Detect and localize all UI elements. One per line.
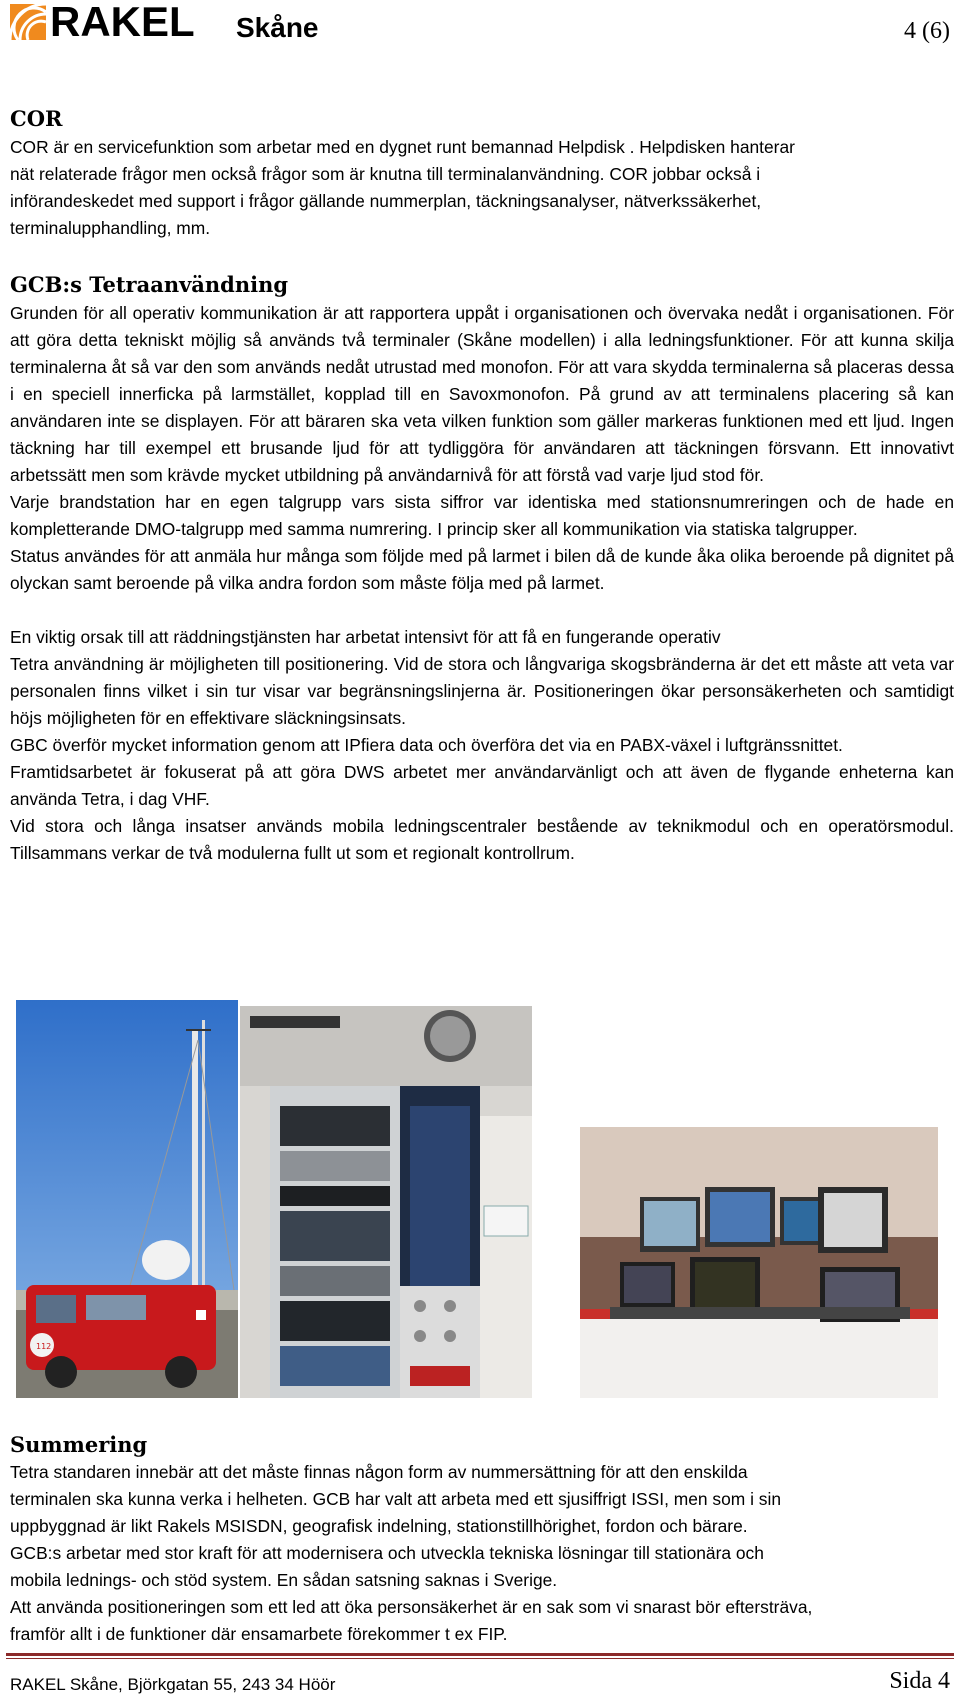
- gcb-paragraph-5: GBC överför mycket information genom att IPfiera data och överföra det via en PABX-växel i luftgränssnittet.: [10, 735, 843, 755]
- gcb-paragraph-3: Status användes för att anmäla hur många som följde med på larmet i bilen då de kunde åka olika beroende på dignitet på olyckan samt beroende på vilka andra fordon som måste följa med på larmet.: [10, 546, 954, 593]
- gcb-paragraph-1: Grunden för all operativ kommunikation är att rapportera uppåt i organisationen och övervaka nedåt i organisationen. För att göra detta tekniskt möjlig så används två terminaler (Skåne modellen) i alla ledningsfunktioner. För att kunna skilja terminalerna åt så var den som används nedåt utrustad med monofon. För att vara skydda terminalerna så placeras dessa i en speciell innerficka på larmstället, kopplad till en Savoxmonofon. På grund av att terminalens placering så kan användaren inte se displayen. För att bäraren ska veta vilken funktion som gäller markeras funktionen med ett ljud. Ingen täckning har till exempel ett brusande ljud för att tydliggöra för användaren att täckningen försvann. Ett innovativt arbetssätt men som krävde mycket utbildning på användarnivå för att förstå vad varje ljud stod för.: [10, 303, 954, 485]
- cor-line: nät relaterade frågor men också frågor som är knutna till terminalanvändning. COR jobbar också i: [10, 164, 761, 184]
- summering-line: uppbyggnad är likt Rakels MSISDN, geografisk indelning, stationstillhörighet, fordon och bärare.: [10, 1516, 748, 1536]
- summering-heading: Summering: [10, 1432, 148, 1457]
- photo-equipment-rack: [240, 1006, 532, 1398]
- gcb-heading: GCB:s Tetraanvändning: [10, 272, 289, 297]
- summering-line: Tetra standaren innebär att det måste finnas någon form av nummersättning för att den enskilda: [10, 1462, 748, 1482]
- cor-paragraph: [10, 134, 954, 242]
- summering-line: terminalen ska kunna verka i helheten. GCB har valt att arbeta med ett sjusiffrigt ISSI, men som i sin: [10, 1489, 782, 1509]
- summering-line: framför allt i de funktioner där ensamarbete förekommer t ex FIP.: [10, 1624, 508, 1644]
- summering-line: GCB:s arbetar med stor kraft för att modernisera och utveckla tekniska lösningar till stationära och: [10, 1543, 764, 1563]
- truck-plate: 112: [36, 1342, 52, 1351]
- photo-operator-desks: [580, 1127, 938, 1398]
- logo-text: RAKEL: [50, 0, 195, 45]
- gcb-paragraph-6: Framtidsarbetet är fokuserat på att göra DWS arbetet mer användarvänligt och att även de flygande enheterna kan använda Tetra, i dag VHF.: [10, 762, 954, 809]
- page-indicator: 4 (6): [904, 18, 950, 44]
- summering-paragraph: [10, 1459, 954, 1648]
- footer-page-label: Sida 4: [889, 1668, 950, 1694]
- cor-heading: COR: [10, 106, 63, 131]
- cor-line: införandeskedet med support i frågor gällande nummerplan, täckningsanalyser, nätverkssäkerhet,: [10, 191, 762, 211]
- summering-line: Att använda positioneringen som ett led att öka personsäkerhet är en sak som vi snarast bör eftersträva,: [10, 1597, 813, 1617]
- gcb-paragraph-2: Varje brandstation har en egen talgrupp vars sista siffror var identiska med stationsnumreringen och de hade en kompletterande DMO-talgrupp med samma numrering. I princip sker all kommunikation via statiska talgrupper.: [10, 492, 954, 539]
- photo-mast-truck: [16, 1000, 238, 1398]
- gcb-paragraph-4-line-1: En viktig orsak till att räddningstjänsten har arbetat intensivt för att få en fungerande operativ: [10, 627, 721, 647]
- footer-address: RAKEL Skåne, Björkgatan 55, 243 34 Höör: [10, 1675, 336, 1694]
- gcb-paragraph-4: Tetra användning är möjligheten till positionering. Vid de stora och långvariga skogsbränderna är det ett måste att veta var personalen finns vilket i sin tur visar var begränsningslinjerna är. Positioneringen ökar personsäkerheten och samtidigt höjs möjligheten för en effektivare släckningsinsats.: [10, 654, 954, 728]
- footer-rule: [6, 1653, 954, 1656]
- summering-line: mobila lednings- och stöd system. En sådan satsning saknas i Sverige.: [10, 1570, 558, 1590]
- cor-line: terminalupphandling, mm.: [10, 218, 211, 238]
- cor-line: COR är en servicefunktion som arbetar med en dygnet runt bemannad Helpdisk . Helpdisken hanterar: [10, 137, 795, 157]
- gcb-paragraph-7: Vid stora och långa insatser används mobila ledningscentraler bestående av teknikmodul och en operatörsmodul. Tillsammans verkar de två modulerna fullt ut som et regionalt kontrollrum.: [10, 816, 954, 863]
- rakel-logo-mark: [10, 4, 46, 40]
- gcb-body: [10, 300, 954, 867]
- logo-subtitle: Skåne: [236, 12, 319, 43]
- footer-rule-thin: [6, 1658, 954, 1659]
